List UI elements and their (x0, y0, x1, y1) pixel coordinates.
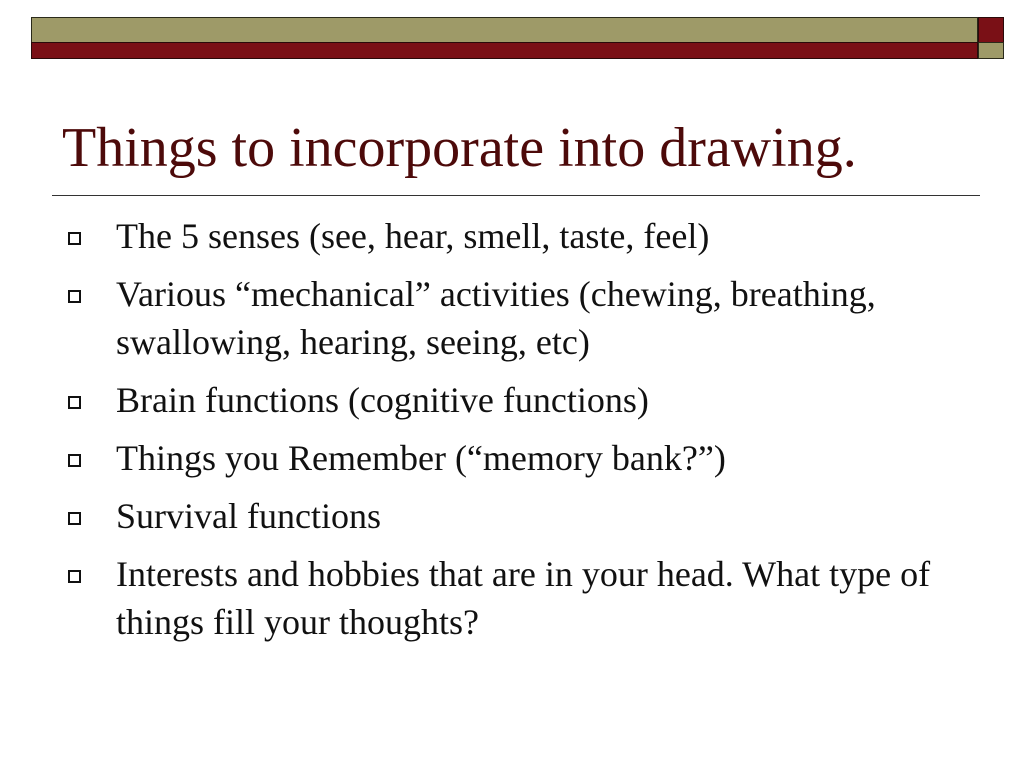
hollow-square-icon (68, 232, 81, 245)
hollow-square-icon (68, 570, 81, 583)
bullet-text: Things you Remember (“memory bank?”) (116, 438, 726, 478)
bullet-list (62, 212, 972, 656)
bullet-item (62, 492, 972, 540)
hollow-square-icon (68, 290, 81, 303)
header-square-maroon (978, 17, 1004, 43)
header-bar-maroon (31, 42, 978, 59)
hollow-square-icon (68, 396, 81, 409)
title-divider (52, 195, 980, 196)
header-bar-olive (31, 17, 978, 43)
bullet-text: Interests and hobbies that are in your head. What type of things fill your thoughts? (116, 554, 931, 642)
bullet-text: Survival functions (116, 496, 381, 536)
slide-title: Things to incorporate into drawing. (62, 117, 857, 179)
bullet-item (62, 270, 972, 366)
bullet-text: Various “mechanical” activities (chewing, breathing, swallowing, hearing, seeing, etc) (116, 274, 876, 362)
hollow-square-icon (68, 512, 81, 525)
bullet-item (62, 434, 972, 482)
bullet-item (62, 212, 972, 260)
bullet-item (62, 376, 972, 424)
bullet-item (62, 550, 972, 646)
hollow-square-icon (68, 454, 81, 467)
header-square-olive (978, 42, 1004, 59)
bullet-text: The 5 senses (see, hear, smell, taste, feel) (116, 216, 710, 256)
bullet-text: Brain functions (cognitive functions) (116, 380, 649, 420)
